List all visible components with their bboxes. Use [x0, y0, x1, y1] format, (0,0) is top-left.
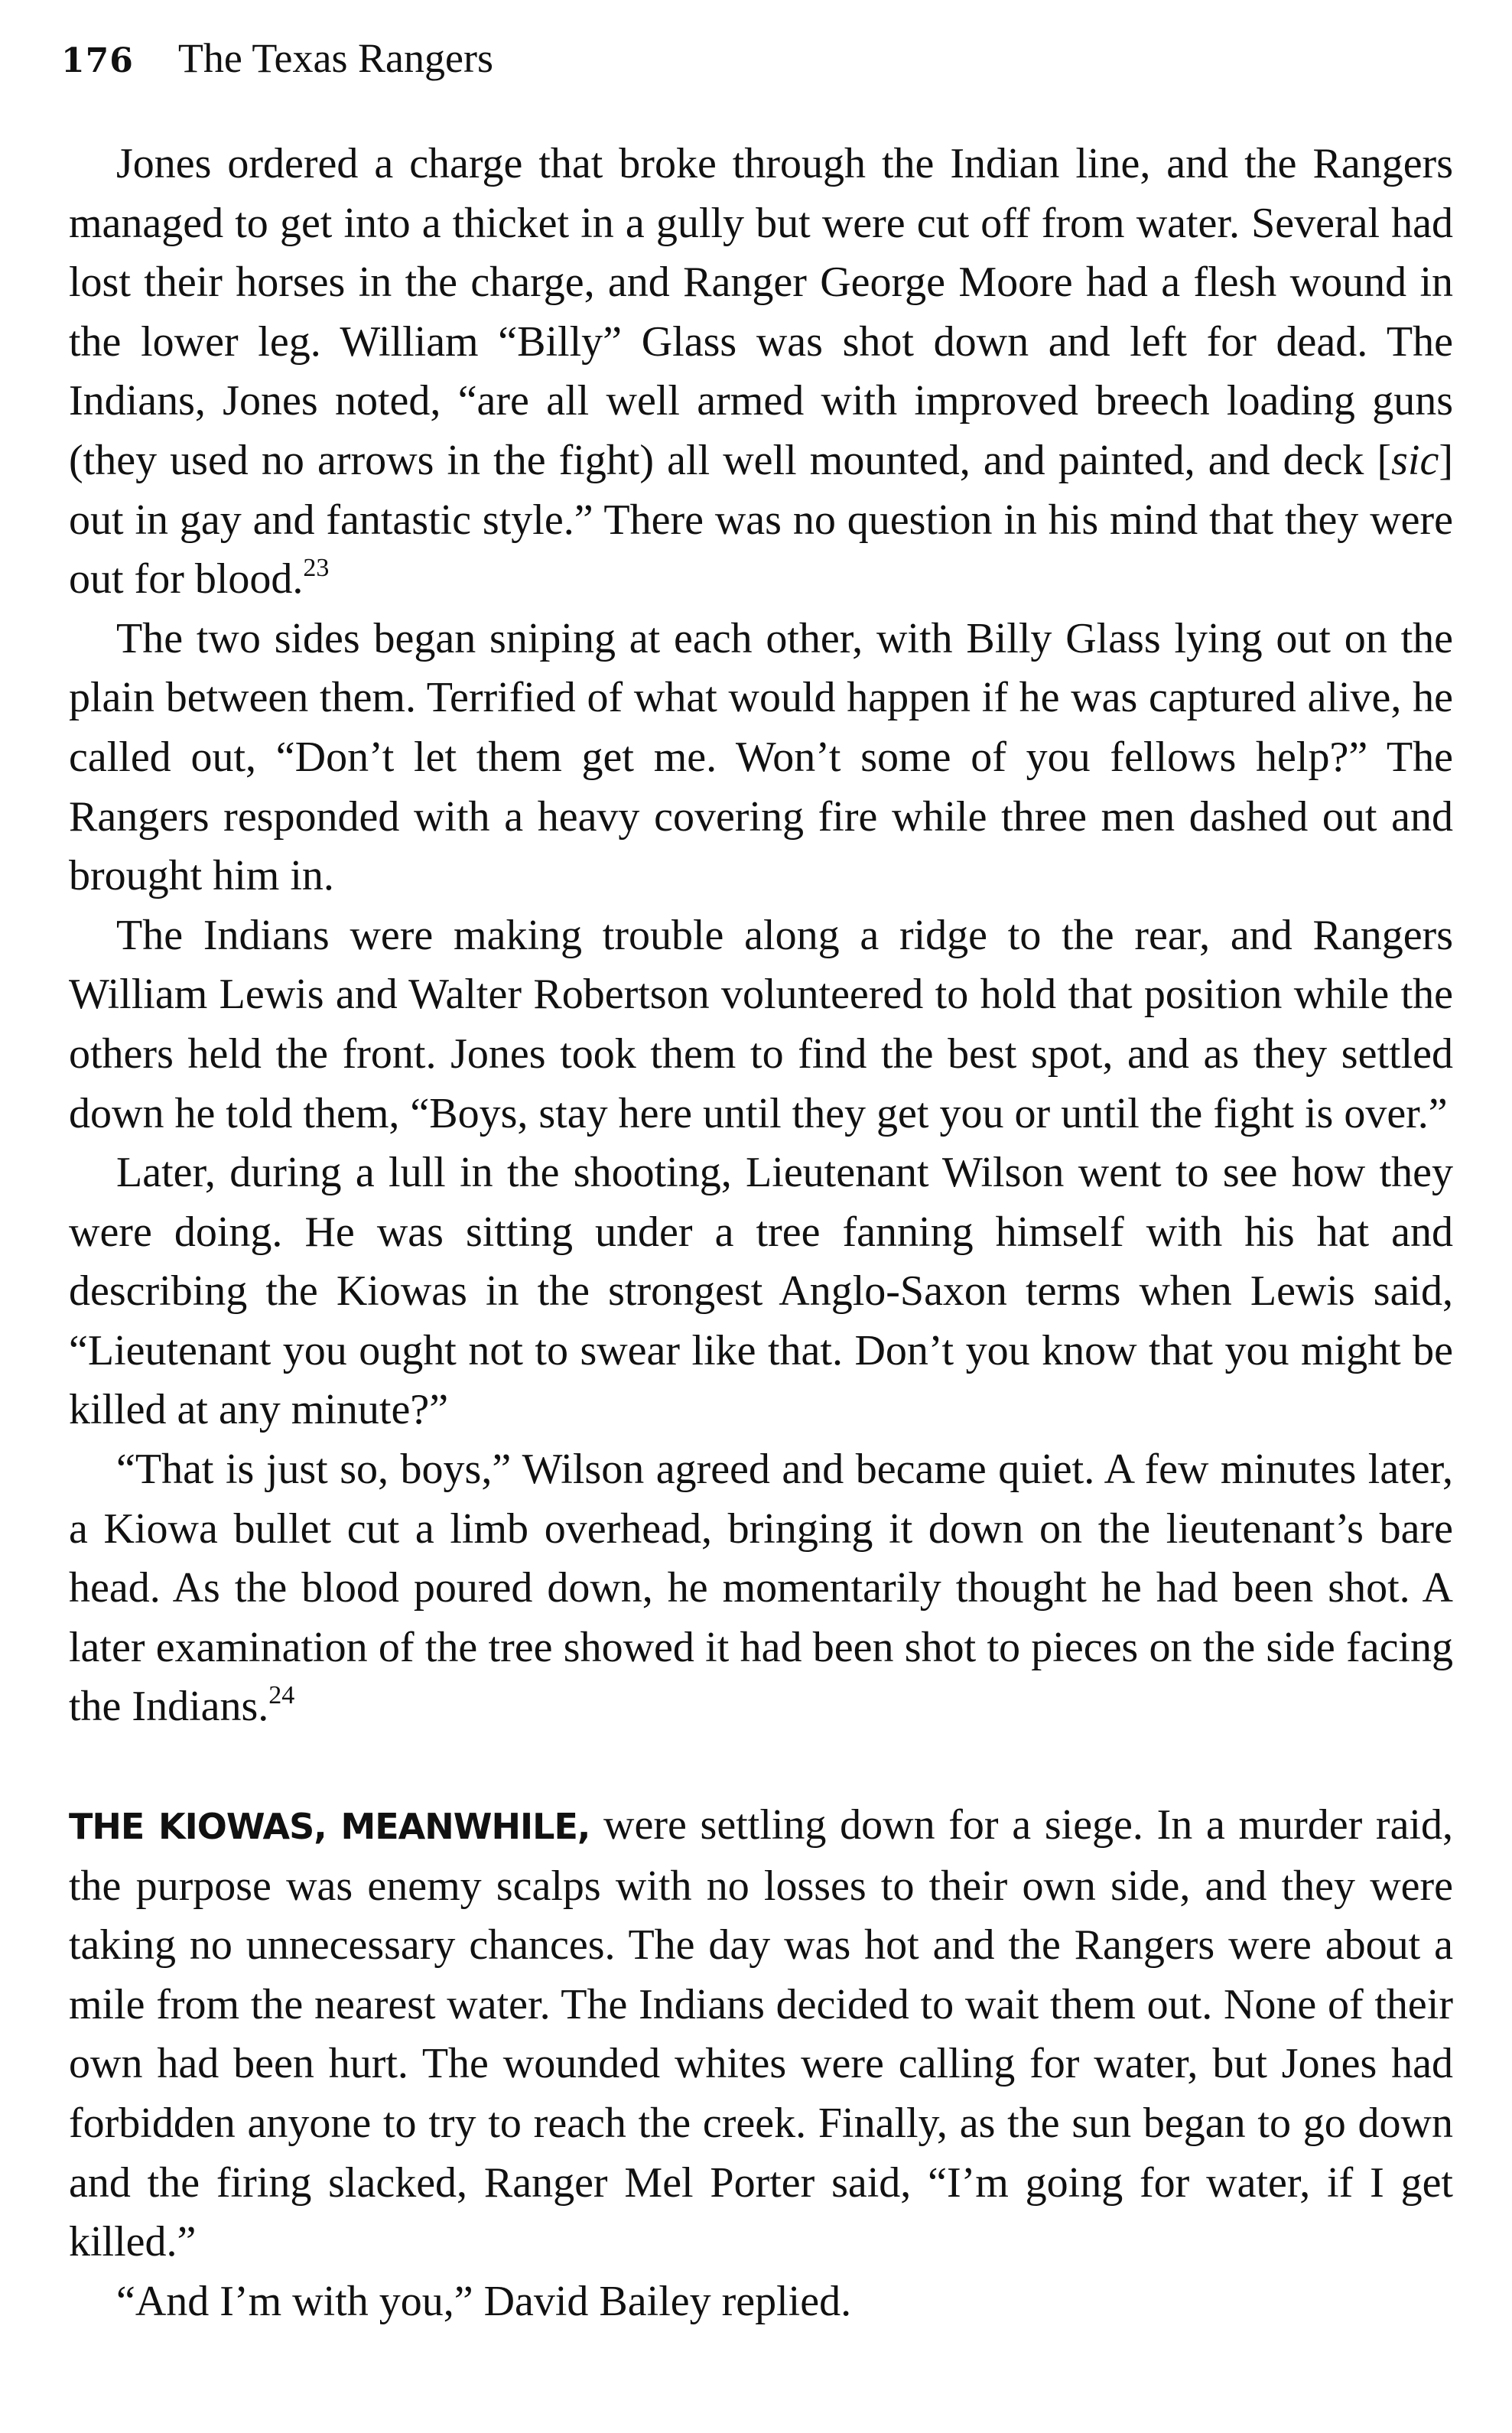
footnote-ref: 24 — [268, 1681, 295, 1710]
paragraph: “That is just so, boys,” Wilson agreed and became quiet. A few minutes later, a Kiowa bullet cut a limb overhead, bringing it down on the lieutenant’s bare head. As the blood poured down, he momentarily thought he had been shot. A later examination of the tree showed it had been shot to pieces on the side facing the Indians.$^{24}$ — [69, 1446, 1453, 1731]
paragraph: The Indians were making trouble along a ridge to the rear, and Rangers William Lewis and Walter Robertson volunteered to hold that position while the others held the front. Jones took them to find the best spot, and as they settled down he told them, “Boys, stay here until they get you or until the fight is over.” — [69, 911, 1453, 1137]
paragraph: The two sides began sniping at each other, with Billy Glass lying out on the plain between them. Terrified of what would happen if he was captured alive, he called out, “Don’t let them get me. Won’t some of you fellows help?” The Rangers responded with a heavy covering fire while three men dashed out and brought him in. — [69, 614, 1453, 900]
body-text — [69, 135, 1453, 2331]
paragraph: Later, during a lull in the shooting, Lieutenant Wilson went to see how they were doing. He was sitting under a tree fanning himself with his hat and describing the Kiowas in the strongest Anglo-Saxon terms when Lewis said, “Lieutenant you ought not to swear like that. Don’t you know that you might be killed at any minute?” — [69, 1149, 1453, 1434]
running-title: The Texas Rangers — [177, 35, 493, 81]
paragraph: “And I’m with you,” David Bailey replied. — [116, 2277, 852, 2325]
sic-italic: sic — [1391, 436, 1439, 484]
paragraph: Jones ordered a charge that broke through the Indian line, and the Rangers managed to get into a thicket in a gully but were cut off from water. Several had lost their horses in the charge, and Ranger George Moore had a flesh wound in the lower leg. William “Billy” Glass was shot down and left for dead. The Indians, Jones noted, “are all well armed with improved breech loading guns (they used no arrows in the fight) all well mounted, and painted, and deck [sic] out in gay and fantastic style.” There was no question in his mind that they were out for blood.$^{23}$ — [69, 140, 1453, 603]
section-paragraph: THE KIOWAS, MEANWHILE, were settling down for a siege. In a murder raid, the purpose was enemy scalps with no losses to their own side, and they were taking no unnecessary chances. The day was hot and the Rangers were about a mile from the nearest water. The Indians decided to wait them out. None of their own had been hurt. The wounded whites were calling for water, but Jones had forbidden anyone to try to reach the creek. Finally, as the sun began to go down and the firing slacked, Ranger Mel Porter said, “I’m going for water, if I get killed.” — [69, 1801, 1453, 2266]
section-lead-in: THE KIOWAS, MEANWHILE, — [69, 1806, 590, 1848]
page-number: 176 — [61, 41, 134, 80]
footnote-ref: 23 — [303, 554, 330, 583]
running-header — [61, 29, 493, 90]
